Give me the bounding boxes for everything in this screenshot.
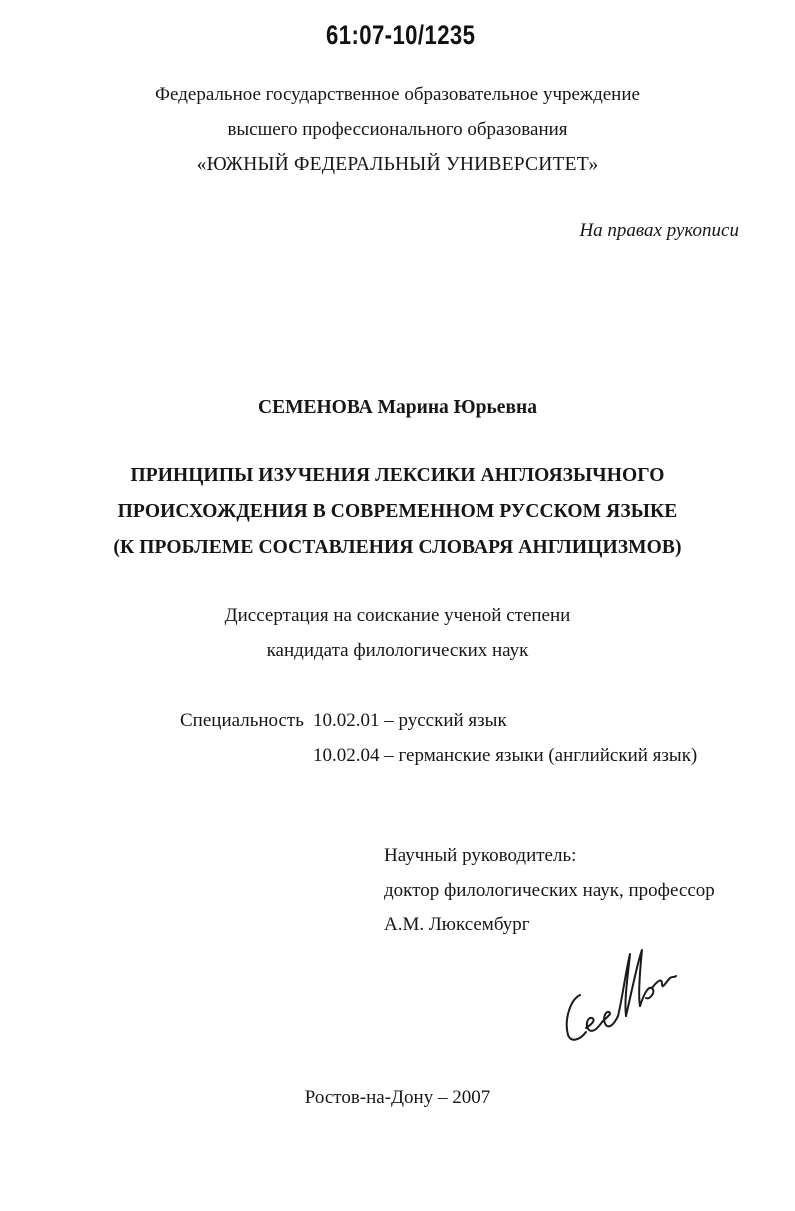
specialty-item-1: 10.02.01 – русский язык [313,710,507,731]
degree-line-2: кандидата филологических наук [266,640,529,661]
specialty-label: Специальность [180,710,304,731]
title-line-3: (К ПРОБЛЕМЕ СОСТАВЛЕНИЯ СЛОВАРЯ АНГЛИЦИЗМОВ) [113,537,682,558]
rights-note: На правах рукописи [579,220,739,241]
institution-line-1: Федеральное государственное образовательное учреждение [155,84,640,105]
archive-stamp-number: 61:07-10/1235 [326,20,476,50]
handwritten-signature [558,940,688,1050]
university-name: «ЮЖНЫЙ ФЕДЕРАЛЬНЫЙ УНИВЕРСИТЕТ» [196,154,599,175]
author-name: СЕМЕНОВА Марина Юрьевна [258,397,537,418]
advisor-rank: доктор филологических наук, профессор [384,880,715,901]
title-line-1: ПРИНЦИПЫ ИЗУЧЕНИЯ ЛЕКСИКИ АНГЛОЯЗЫЧНОГО [130,465,665,486]
advisor-name: А.М. Люксембург [384,914,530,935]
advisor-label: Научный руководитель: [384,845,577,866]
degree-line-1: Диссертация на соискание ученой степени [224,605,571,626]
place-and-year: Ростов-на-Дону – 2007 [304,1087,491,1108]
title-line-2: ПРОИСХОЖДЕНИЯ В СОВРЕМЕННОМ РУССКОМ ЯЗЫКЕ [117,501,678,522]
institution-line-2: высшего профессионального образования [227,119,568,140]
specialty-item-2: 10.02.04 – германские языки (английский язык) [313,745,698,766]
